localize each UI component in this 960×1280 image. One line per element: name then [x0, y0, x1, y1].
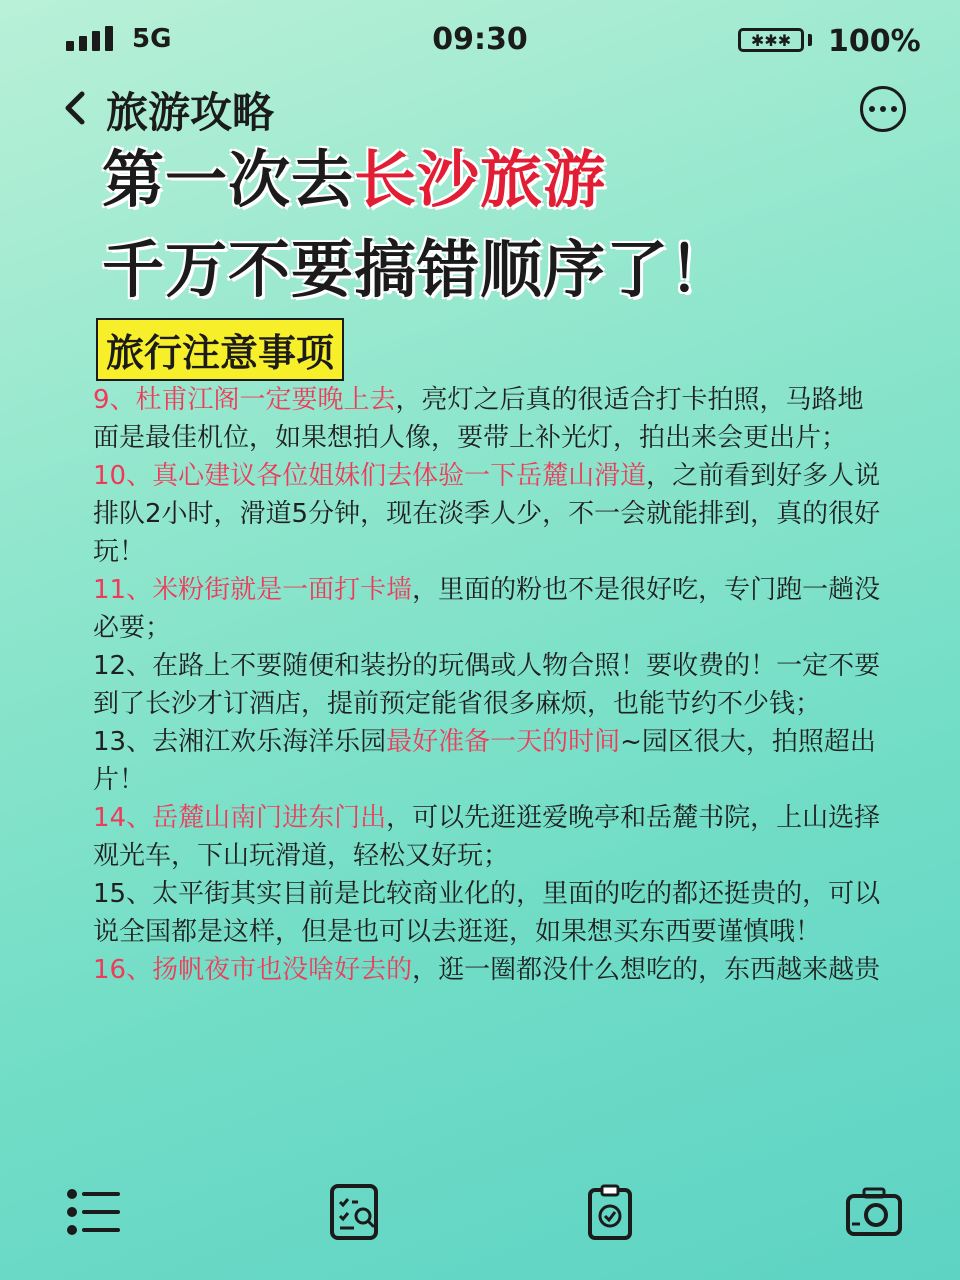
status-time: 09:30	[432, 22, 528, 57]
more-dot	[880, 106, 886, 112]
back-icon[interactable]	[58, 88, 98, 128]
battery-cap	[808, 34, 812, 46]
page-title: 旅游攻略	[106, 88, 275, 137]
more-dot	[869, 106, 875, 112]
network-type: 5G	[132, 24, 172, 54]
headline-line-2: 千万不要搞错顺序了！	[102, 233, 733, 306]
list-item: 10、真心建议各位姐妹们去体验一下岳麓山滑道，之前看到好多人说排队2小时，滑道5分钟，现在淡季人少，不一会就能排到，真的很好玩！	[93, 461, 881, 567]
tips-content	[93, 381, 883, 989]
more-button[interactable]	[860, 86, 906, 132]
clipboard-check-icon[interactable]	[578, 1180, 642, 1244]
list-icon[interactable]	[62, 1180, 126, 1244]
camera-icon[interactable]	[842, 1180, 906, 1244]
list-item: 14、岳麓山南门进东门出，可以先逛逛爱晚亭和岳麓书院，上山选择观光车，下山玩滑道，轻松又好玩；	[93, 803, 881, 871]
battery-icon: ✱✱✱	[738, 28, 804, 52]
list-item: 16、扬帆夜市也没啥好去的，逛一圈都没什么想吃的，东西越来越贵	[93, 955, 881, 985]
section-tag: 旅行注意事项	[96, 318, 344, 381]
list-item: 12、在路上不要随便和装扮的玩偶或人物合照！要收费的！一定不要到了长沙才订酒店，提前预定能省很多麻烦，也能节约不少钱；	[93, 651, 881, 719]
headline-accent: 长沙旅游	[354, 143, 607, 216]
search-doc-icon[interactable]	[322, 1180, 386, 1244]
list-item: 9、杜甫江阁一定要晚上去，亮灯之后真的很适合打卡拍照，马路地面是最佳机位，如果想拍人像，要带上补光灯，拍出来会更出片；	[93, 385, 864, 453]
headline-prefix: 第一次去	[102, 143, 355, 216]
status-bar	[0, 0, 960, 80]
bottom-bar	[0, 1180, 960, 1250]
list-item: 15、太平街其实目前是比较商业化的，里面的吃的都还挺贵的，可以说全国都是这样，但是也可以去逛逛，如果想买东西要谨慎哦！	[93, 879, 881, 947]
more-dot	[891, 106, 897, 112]
list-item: 13、去湘江欢乐海洋乐园最好准备一天的时间~园区很大，拍照超出片！	[93, 727, 876, 795]
list-item: 11、米粉街就是一面打卡墙，里面的粉也不是很好吃，专门跑一趟没必要；	[93, 575, 881, 643]
battery-percentage: 100%	[828, 24, 921, 59]
headline-line-1	[102, 130, 606, 219]
